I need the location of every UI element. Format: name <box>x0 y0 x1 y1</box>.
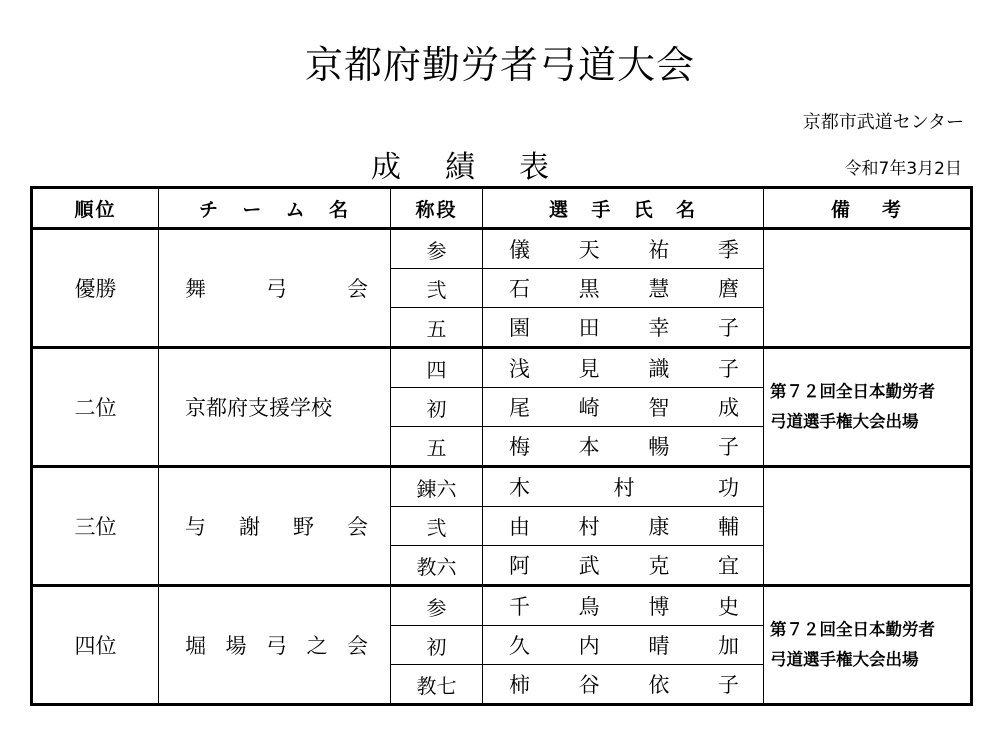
note-cell <box>764 586 972 705</box>
team-name-char: 舞 <box>185 277 206 301</box>
player-name-char: 宜 <box>717 554 739 578</box>
player-name-char: 本 <box>578 435 600 459</box>
player-name-cell <box>483 665 764 705</box>
player-name-char: 晴 <box>648 634 670 658</box>
player-name-cell <box>483 586 764 626</box>
player-name-char: 柿 <box>509 673 530 697</box>
player-name-char: 天 <box>578 238 600 262</box>
rank-cell: 二位 <box>32 348 159 467</box>
player-name-char: 子 <box>717 316 739 340</box>
grade-cell: 四 <box>391 348 483 388</box>
results-table <box>30 186 973 706</box>
player-name-char: 木 <box>509 476 530 500</box>
header-rank: 順位 <box>32 188 159 229</box>
player-name-char: 輔 <box>717 515 739 539</box>
player-name-cell <box>483 427 764 467</box>
player-name-char: 幸 <box>648 316 670 340</box>
player-name-char: 内 <box>578 634 600 658</box>
player-name-char: 尾 <box>509 396 530 420</box>
header-team-char: ム <box>285 198 307 221</box>
team-cell <box>159 586 391 705</box>
team-name-char: 弓 <box>266 277 287 301</box>
player-name-char: 暢 <box>648 435 670 459</box>
rank-cell: 四位 <box>32 586 159 705</box>
team-name-char: 謝 <box>239 515 260 539</box>
player-name-char: 智 <box>648 396 670 420</box>
grade-cell: 参 <box>391 586 483 626</box>
player-name-char: 千 <box>509 595 530 619</box>
grade-cell: 教六 <box>391 546 483 586</box>
team-name-char: 弓 <box>266 634 287 658</box>
player-name-char: 由 <box>509 515 530 539</box>
player-name-char: 成 <box>717 396 739 420</box>
team-name-char: 場 <box>225 634 247 658</box>
player-name-char: 谷 <box>578 673 600 697</box>
player-name-char: 祐 <box>648 238 670 262</box>
player-name-char: 子 <box>717 357 739 381</box>
header-note-char: 考 <box>882 198 904 221</box>
player-name-cell <box>483 269 764 308</box>
player-name-char: 黒 <box>578 277 600 301</box>
player-name-char: 園 <box>509 316 530 340</box>
note-cell <box>764 467 972 586</box>
results-subtitle: 成績表 <box>371 150 593 185</box>
player-name-char: 依 <box>648 673 670 697</box>
player-name-char: 見 <box>578 357 600 381</box>
header-team-char: チ <box>199 198 221 221</box>
player-name-char: 村 <box>613 476 635 500</box>
grade-cell: 錬六 <box>391 467 483 507</box>
team-name-char: 会 <box>347 277 368 301</box>
player-name-cell <box>483 467 764 507</box>
header-player-char: 手 <box>591 198 613 221</box>
header-player-char: 氏 <box>633 198 655 221</box>
header-note <box>764 188 972 229</box>
header-player-char: 名 <box>675 198 697 221</box>
rank-cell: 三位 <box>32 467 159 586</box>
team-name-char: 会 <box>347 634 368 658</box>
player-name-char: 石 <box>509 277 530 301</box>
note-line: 弓道選手権大会出場 <box>770 412 919 431</box>
team-name-char: 野 <box>293 515 314 539</box>
player-name-char: 浅 <box>509 357 530 381</box>
note-line: 弓道選手権大会出場 <box>770 650 919 669</box>
note-line: 第７２回全日本勤労者 <box>770 620 935 639</box>
grade-cell: 弐 <box>391 269 483 308</box>
player-name-char: 田 <box>578 316 600 340</box>
grade-cell: 初 <box>391 626 483 665</box>
player-name-char: 博 <box>648 595 670 619</box>
table-row <box>32 348 972 388</box>
player-name-char: 康 <box>648 515 670 539</box>
note-cell <box>764 229 972 348</box>
header-team-char: ー <box>242 198 264 221</box>
player-name-char: 儀 <box>509 238 530 262</box>
grade-cell: 弐 <box>391 507 483 546</box>
grade-cell: 初 <box>391 388 483 427</box>
player-name-char: 久 <box>509 634 530 658</box>
player-name-char: 崎 <box>578 396 600 420</box>
table-header-row <box>32 188 972 229</box>
player-name-char: 梅 <box>509 435 530 459</box>
player-name-char: 史 <box>717 595 739 619</box>
venue-label: 京都市武道センター <box>802 112 964 133</box>
player-name-cell <box>483 229 764 269</box>
grade-cell: 五 <box>391 427 483 467</box>
team-name-char: 堀 <box>185 634 206 658</box>
player-name-char: 麿 <box>717 277 739 301</box>
player-name-cell <box>483 626 764 665</box>
grade-cell: 五 <box>391 308 483 348</box>
player-name-char: 村 <box>578 515 600 539</box>
note-line: 第７２回全日本勤労者 <box>770 382 935 401</box>
player-name-char: 武 <box>578 554 600 578</box>
team-name-char: 京都府支援学校 <box>185 396 332 420</box>
header-team <box>159 188 391 229</box>
header-player-char: 選 <box>549 198 571 221</box>
table-row <box>32 586 972 626</box>
team-name-char: 与 <box>185 515 206 539</box>
player-name-cell <box>483 308 764 348</box>
player-name-char: 子 <box>717 435 739 459</box>
results-body <box>32 229 972 705</box>
player-name-char: 加 <box>717 634 739 658</box>
page-title: 京都府勤労者弓道大会 <box>304 43 695 87</box>
note-cell <box>764 348 972 467</box>
player-name-cell <box>483 546 764 586</box>
rank-cell: 優勝 <box>32 229 159 348</box>
header-team-char: 名 <box>328 198 350 221</box>
header-player <box>483 188 764 229</box>
grade-cell: 教七 <box>391 665 483 705</box>
team-name-char: 之 <box>306 634 328 658</box>
event-date: 令和7年3月2日 <box>844 159 962 179</box>
team-cell <box>159 467 391 586</box>
team-cell <box>159 229 391 348</box>
player-name-char: 功 <box>718 476 739 500</box>
player-name-char: 子 <box>717 673 739 697</box>
player-name-char: 慧 <box>648 277 670 301</box>
player-name-char: 識 <box>648 357 670 381</box>
header-grade: 称段 <box>391 188 483 229</box>
player-name-cell <box>483 348 764 388</box>
player-name-cell <box>483 388 764 427</box>
player-name-char: 季 <box>717 238 739 262</box>
player-name-cell <box>483 507 764 546</box>
team-cell <box>159 348 391 467</box>
grade-cell: 参 <box>391 229 483 269</box>
table-row <box>32 467 972 507</box>
table-row <box>32 229 972 269</box>
player-name-char: 克 <box>648 554 670 578</box>
player-name-char: 阿 <box>509 554 530 578</box>
header-note-char: 備 <box>830 198 852 221</box>
team-name-char: 会 <box>347 515 368 539</box>
player-name-char: 鳥 <box>578 595 600 619</box>
